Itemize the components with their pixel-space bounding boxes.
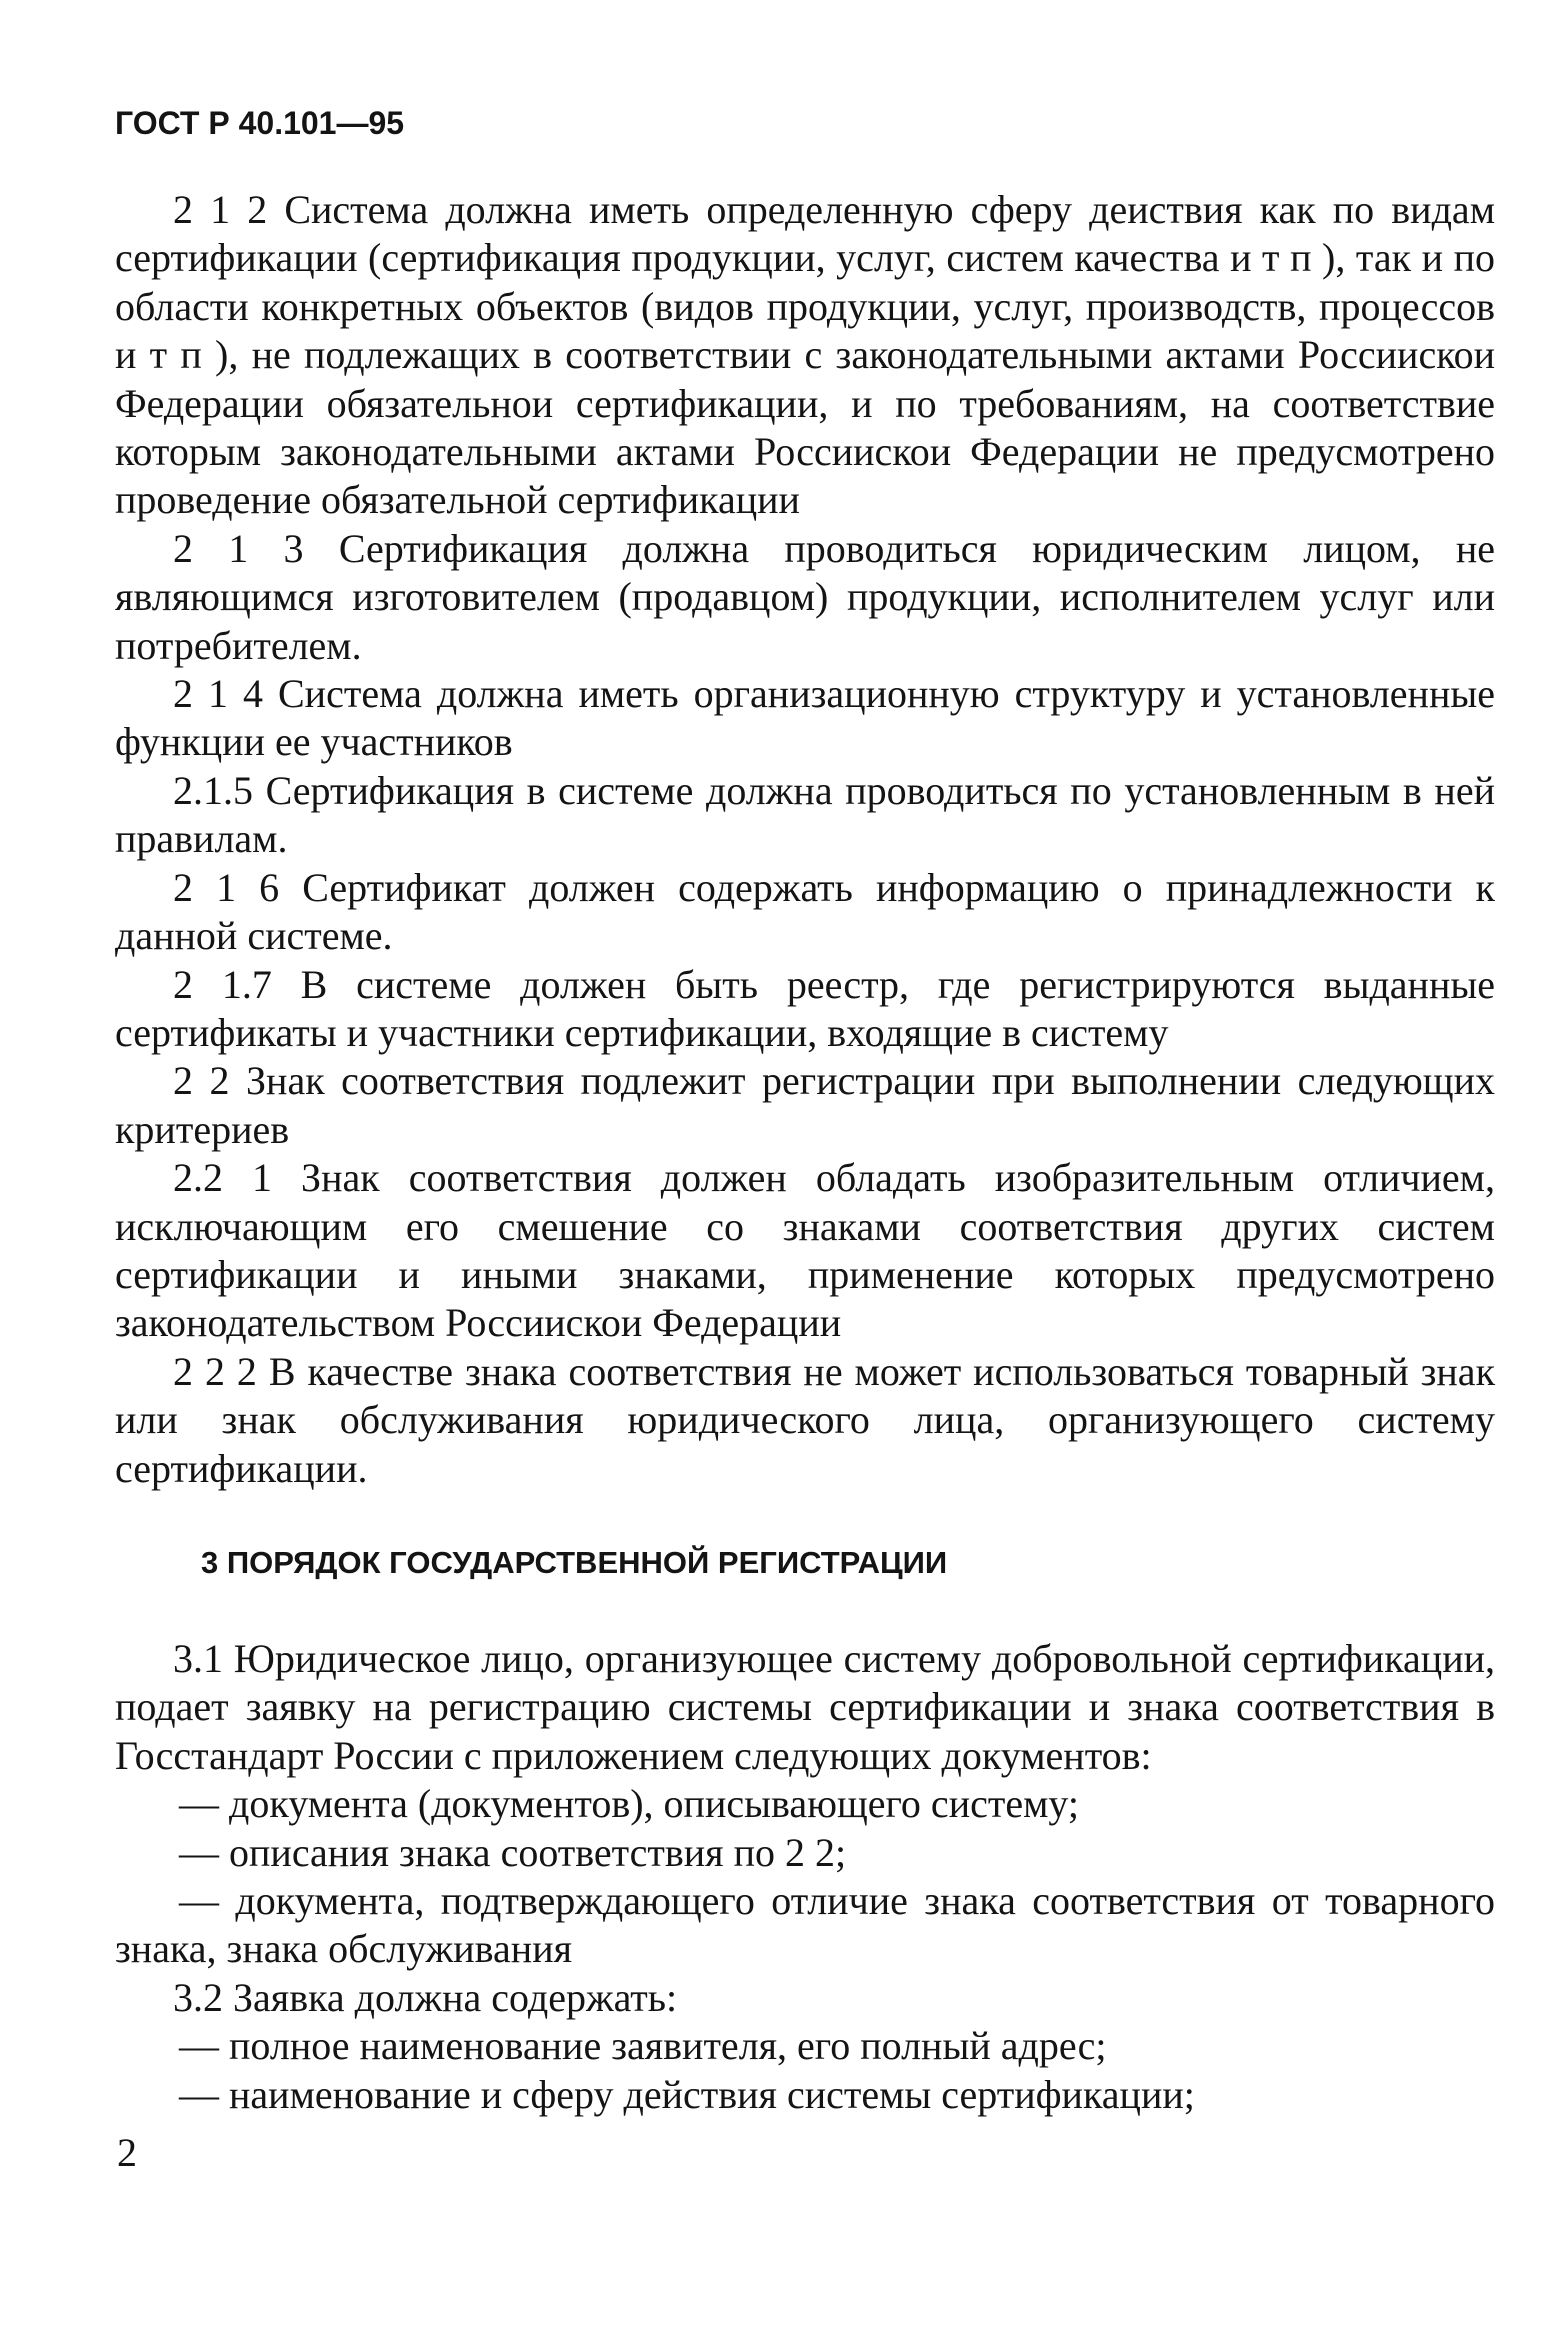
paragraph-2-1-5: 2.1.5 Сертификация в системе должна проводиться по установленным в ней правилам. (115, 767, 1495, 862)
list-item: — полное наименование заявителя, его полный адрес; (179, 2023, 1107, 2069)
paragraph-2-2: 2 2 Знак соответствия подлежит регистрации при выполнении следующих критериев (115, 1058, 1495, 1152)
paragraph-2-1-7: 2 1.7 В системе должен быть реестр, где регистрируются выданные сертификаты и участники сертификации, входящие в систему (115, 961, 1495, 1055)
paragraph-2-2-1: 2.2 1 Знак соответствия должен обладать изобразительным отличием, исключающим его смешение со знаками соответствия других систем сертификации и иными знаками, применение которых предусмотрено законодательством Россиискои Федерации (115, 1155, 1495, 1346)
paragraph-2-1-3: 2 1 3 Сертификация должна проводиться юридическим лицом, не являющимся изготовителем (продавцом) продукции, исполнителем услуг или потребителем. (115, 525, 1495, 668)
paragraph-2-1-6: 2 1 6 Сертификат должен содержать информацию о принадлежности к данной системе. (115, 864, 1495, 959)
paragraph-2-2-2: 2 2 2 В качестве знака соответствия не может использоваться товарный знак или знак обслуживания юридического лица, организующего систему сертификации. (115, 1348, 1495, 1491)
paragraph-3-1: 3.1 Юридическое лицо, организующее систему добровольной сертификации, подает заявку на регистрацию системы сертификации и знака соответствия в Госстандарт России с приложением следующих документов: (115, 1635, 1495, 1778)
section-title: 3 ПОРЯДОК ГОСУДАРСТВЕННОЙ РЕГИСТРАЦИИ (201, 1544, 948, 1580)
paragraph-3-2: 3.2 Заявка должна содержать: (173, 1974, 678, 2020)
list-item: — наименование и сферу действия системы сертификации; (179, 2071, 1195, 2117)
paragraph-2-1-4: 2 1 4 Система должна иметь организационную структуру и установленные функции ее участников (115, 671, 1495, 765)
document-body (115, 186, 1495, 2119)
document-code-header: ГОСТ Р 40.101—95 (115, 105, 405, 141)
list-item: — описания знака соответствия по 2 2; (179, 1829, 847, 1875)
list-item: — документа, подтверждающего отличие знака соответствия от товарного знака, знака обслуживания (115, 1878, 1495, 1972)
list-item: — документа (документов), описывающего систему; (179, 1781, 1079, 1827)
paragraph-2-1-2: 2 1 2 Система должна иметь определенную сферу деиствия как по видам сертификации (сертификация продукции, услуг, систем качества и т п ), так и по области конкретных объектов (видов продукции, услуг, производств, процессов и т п ), не подлежащих в соответствии с законодательными актами Россиискои Федерации обязательнои сертификации, и по требованиям, на соответствие которым законодательными актами Россиискои Федерации не предусмотрено проведение обязательной сертификации (115, 187, 1495, 523)
page-number: 2 (117, 2130, 137, 2175)
